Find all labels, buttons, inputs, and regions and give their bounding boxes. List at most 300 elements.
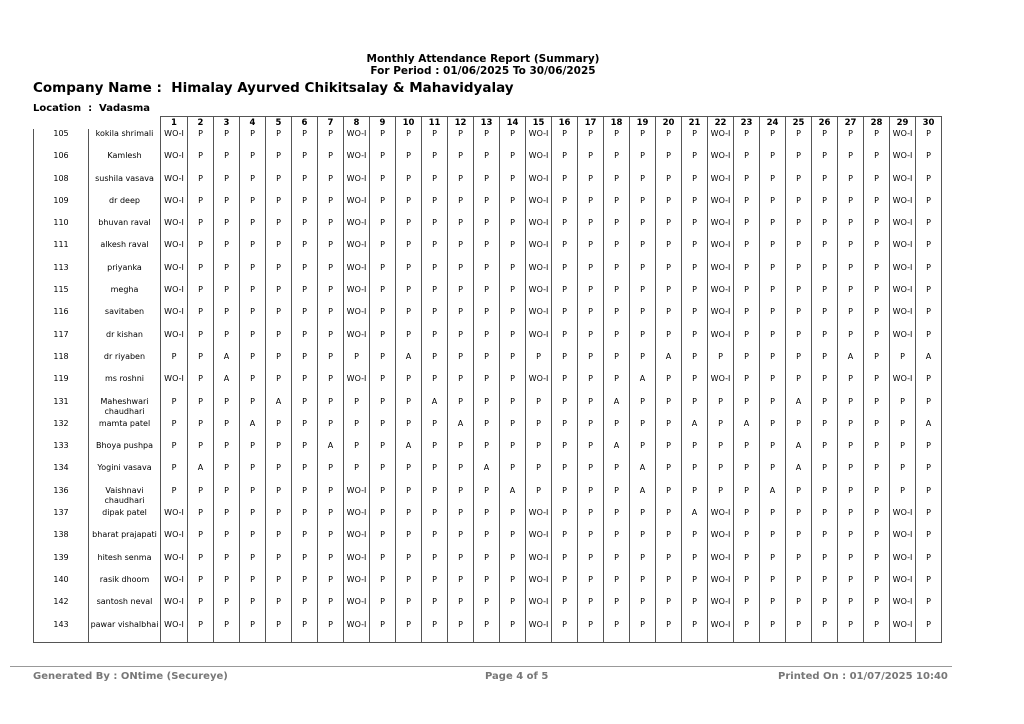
- attendance-cell: P: [578, 151, 604, 173]
- attendance-cell: WO-I: [526, 240, 552, 262]
- attendance-cell: P: [266, 285, 292, 307]
- attendance-cell: P: [734, 530, 760, 552]
- attendance-cell: P: [578, 620, 604, 643]
- attendance-cell: P: [786, 240, 812, 262]
- attendance-cell: P: [838, 240, 864, 262]
- table-body: [34, 129, 942, 642]
- attendance-cell: P: [214, 530, 240, 552]
- attendance-cell: P: [604, 151, 630, 173]
- attendance-cell: WO-I: [526, 218, 552, 240]
- attendance-cell: P: [916, 508, 942, 530]
- attendance-cell: P: [552, 620, 578, 643]
- attendance-cell: P: [682, 620, 708, 643]
- day-header: 14: [500, 117, 526, 130]
- attendance-cell: P: [396, 374, 422, 396]
- employee-id: 106: [34, 151, 89, 173]
- attendance-cell: P: [552, 196, 578, 218]
- attendance-cell: P: [656, 597, 682, 619]
- day-header: 19: [630, 117, 656, 130]
- attendance-cell: P: [266, 463, 292, 485]
- attendance-cell: P: [578, 463, 604, 485]
- attendance-cell: P: [734, 463, 760, 485]
- attendance-cell: P: [682, 553, 708, 575]
- day-header: 20: [656, 117, 682, 130]
- attendance-cell: P: [604, 508, 630, 530]
- attendance-cell: P: [422, 330, 448, 352]
- attendance-cell: P: [552, 285, 578, 307]
- employee-name: pawar vishalbhai: [89, 620, 161, 643]
- attendance-cell: P: [500, 419, 526, 441]
- attendance-cell: P: [318, 508, 344, 530]
- attendance-cell: P: [318, 196, 344, 218]
- attendance-cell: P: [266, 419, 292, 441]
- attendance-cell: P: [292, 374, 318, 396]
- attendance-cell: WO-I: [890, 174, 916, 196]
- attendance-cell: WO-I: [890, 129, 916, 151]
- attendance-cell: P: [630, 419, 656, 441]
- attendance-cell: P: [578, 419, 604, 441]
- attendance-cell: P: [864, 352, 890, 374]
- attendance-cell: A: [188, 463, 214, 485]
- attendance-cell: P: [656, 575, 682, 597]
- attendance-cell: P: [838, 553, 864, 575]
- attendance-cell: WO-I: [890, 307, 916, 329]
- attendance-cell: WO-I: [526, 263, 552, 285]
- attendance-cell: P: [656, 151, 682, 173]
- day-header: 2: [188, 117, 214, 130]
- attendance-cell: P: [786, 597, 812, 619]
- attendance-cell: P: [734, 263, 760, 285]
- attendance-cell: WO-I: [344, 553, 370, 575]
- day-header: 6: [292, 117, 318, 130]
- attendance-cell: P: [188, 151, 214, 173]
- attendance-cell: P: [630, 620, 656, 643]
- attendance-cell: WO-I: [161, 174, 188, 196]
- attendance-cell: P: [786, 218, 812, 240]
- attendance-cell: WO-I: [161, 129, 188, 151]
- attendance-cell: P: [292, 419, 318, 441]
- attendance-cell: P: [240, 374, 266, 396]
- attendance-cell: P: [916, 486, 942, 508]
- attendance-cell: P: [370, 151, 396, 173]
- attendance-cell: P: [448, 151, 474, 173]
- attendance-cell: P: [682, 597, 708, 619]
- attendance-cell: P: [240, 463, 266, 485]
- attendance-cell: WO-I: [708, 330, 734, 352]
- attendance-cell: P: [864, 597, 890, 619]
- attendance-cell: P: [630, 575, 656, 597]
- attendance-cell: WO-I: [344, 374, 370, 396]
- attendance-cell: P: [370, 397, 396, 419]
- employee-name: hitesh senma: [89, 553, 161, 575]
- attendance-cell: P: [630, 240, 656, 262]
- attendance-cell: WO-I: [890, 240, 916, 262]
- attendance-cell: P: [838, 486, 864, 508]
- attendance-cell: P: [656, 174, 682, 196]
- attendance-cell: P: [630, 597, 656, 619]
- attendance-cell: P: [474, 620, 500, 643]
- attendance-cell: P: [292, 218, 318, 240]
- employee-id: 110: [34, 218, 89, 240]
- attendance-cell: P: [734, 151, 760, 173]
- attendance-cell: P: [552, 263, 578, 285]
- employee-id: 133: [34, 441, 89, 463]
- attendance-cell: P: [370, 374, 396, 396]
- employee-name: dr riyaben: [89, 352, 161, 374]
- attendance-cell: P: [682, 129, 708, 151]
- attendance-cell: P: [916, 553, 942, 575]
- attendance-cell: P: [812, 151, 838, 173]
- table-row: [34, 218, 942, 240]
- attendance-cell: P: [240, 597, 266, 619]
- attendance-cell: P: [760, 397, 786, 419]
- attendance-cell: P: [188, 263, 214, 285]
- attendance-cell: P: [708, 419, 734, 441]
- attendance-cell: P: [656, 620, 682, 643]
- attendance-cell: A: [786, 397, 812, 419]
- employee-name: Yogini vasava: [89, 463, 161, 485]
- attendance-cell: WO-I: [161, 285, 188, 307]
- attendance-cell: P: [578, 530, 604, 552]
- employee-id: 139: [34, 553, 89, 575]
- attendance-cell: P: [838, 374, 864, 396]
- attendance-cell: P: [266, 263, 292, 285]
- attendance-cell: P: [266, 352, 292, 374]
- attendance-cell: P: [448, 174, 474, 196]
- attendance-cell: P: [422, 575, 448, 597]
- attendance-cell: WO-I: [890, 374, 916, 396]
- attendance-cell: P: [422, 174, 448, 196]
- attendance-cell: P: [760, 174, 786, 196]
- attendance-cell: WO-I: [708, 508, 734, 530]
- attendance-cell: P: [214, 240, 240, 262]
- attendance-cell: WO-I: [161, 196, 188, 218]
- attendance-cell: P: [318, 553, 344, 575]
- attendance-cell: P: [864, 263, 890, 285]
- attendance-cell: P: [786, 196, 812, 218]
- attendance-cell: P: [838, 174, 864, 196]
- attendance-cell: P: [292, 441, 318, 463]
- attendance-cell: P: [864, 486, 890, 508]
- attendance-cell: P: [708, 486, 734, 508]
- attendance-cell: P: [786, 129, 812, 151]
- attendance-cell: WO-I: [890, 575, 916, 597]
- day-header: 8: [344, 117, 370, 130]
- attendance-cell: P: [604, 129, 630, 151]
- attendance-cell: P: [474, 240, 500, 262]
- attendance-cell: P: [864, 530, 890, 552]
- attendance-cell: P: [422, 129, 448, 151]
- attendance-cell: A: [500, 486, 526, 508]
- attendance-cell: P: [370, 330, 396, 352]
- attendance-cell: WO-I: [526, 307, 552, 329]
- attendance-cell: P: [266, 486, 292, 508]
- table-row: [34, 285, 942, 307]
- attendance-cell: P: [682, 463, 708, 485]
- attendance-cell: A: [474, 463, 500, 485]
- attendance-cell: P: [500, 330, 526, 352]
- attendance-cell: P: [188, 530, 214, 552]
- attendance-cell: P: [552, 553, 578, 575]
- employee-name: santosh neval: [89, 597, 161, 619]
- attendance-cell: P: [786, 553, 812, 575]
- attendance-cell: P: [240, 575, 266, 597]
- generated-by: Generated By : ONtime (Secureye): [33, 671, 228, 682]
- attendance-cell: P: [292, 397, 318, 419]
- attendance-cell: P: [422, 352, 448, 374]
- employee-name: dr kishan: [89, 330, 161, 352]
- attendance-cell: P: [760, 263, 786, 285]
- attendance-cell: WO-I: [344, 486, 370, 508]
- attendance-cell: P: [604, 463, 630, 485]
- attendance-cell: P: [656, 486, 682, 508]
- attendance-cell: P: [370, 597, 396, 619]
- attendance-cell: WO-I: [526, 620, 552, 643]
- attendance-cell: P: [188, 374, 214, 396]
- attendance-cell: P: [500, 463, 526, 485]
- attendance-cell: P: [500, 285, 526, 307]
- table-header-row: [34, 117, 942, 130]
- attendance-cell: WO-I: [890, 620, 916, 643]
- attendance-cell: P: [370, 218, 396, 240]
- attendance-cell: P: [578, 174, 604, 196]
- attendance-cell: P: [682, 575, 708, 597]
- employee-name: alkesh raval: [89, 240, 161, 262]
- attendance-cell: P: [630, 129, 656, 151]
- attendance-cell: P: [630, 218, 656, 240]
- attendance-cell: P: [318, 374, 344, 396]
- attendance-cell: P: [812, 218, 838, 240]
- attendance-cell: P: [266, 174, 292, 196]
- attendance-cell: P: [552, 463, 578, 485]
- attendance-cell: P: [188, 129, 214, 151]
- attendance-cell: P: [786, 263, 812, 285]
- attendance-cell: P: [786, 620, 812, 643]
- table-row: [34, 352, 942, 374]
- attendance-cell: P: [318, 174, 344, 196]
- attendance-cell: P: [604, 419, 630, 441]
- attendance-cell: P: [604, 240, 630, 262]
- attendance-cell: P: [786, 151, 812, 173]
- attendance-cell: P: [292, 553, 318, 575]
- day-header: 9: [370, 117, 396, 130]
- attendance-cell: P: [214, 597, 240, 619]
- attendance-cell: P: [604, 196, 630, 218]
- attendance-cell: P: [734, 508, 760, 530]
- attendance-cell: P: [370, 441, 396, 463]
- attendance-cell: P: [578, 486, 604, 508]
- day-header: 29: [890, 117, 916, 130]
- attendance-cell: P: [656, 530, 682, 552]
- attendance-cell: P: [656, 285, 682, 307]
- attendance-cell: P: [214, 508, 240, 530]
- attendance-cell: P: [214, 285, 240, 307]
- attendance-cell: P: [916, 129, 942, 151]
- employee-name: Bhoya pushpa: [89, 441, 161, 463]
- table-row: [34, 441, 942, 463]
- attendance-cell: P: [604, 374, 630, 396]
- table-row: [34, 597, 942, 619]
- attendance-cell: P: [370, 285, 396, 307]
- attendance-cell: P: [916, 575, 942, 597]
- attendance-cell: WO-I: [526, 575, 552, 597]
- attendance-cell: P: [448, 508, 474, 530]
- attendance-cell: P: [448, 553, 474, 575]
- attendance-cell: WO-I: [526, 129, 552, 151]
- attendance-cell: P: [396, 486, 422, 508]
- attendance-cell: P: [890, 397, 916, 419]
- attendance-cell: P: [656, 263, 682, 285]
- attendance-cell: P: [292, 620, 318, 643]
- attendance-cell: WO-I: [890, 218, 916, 240]
- attendance-cell: P: [214, 620, 240, 643]
- attendance-cell: P: [552, 151, 578, 173]
- day-header: 27: [838, 117, 864, 130]
- attendance-cell: P: [734, 307, 760, 329]
- attendance-cell: P: [682, 285, 708, 307]
- attendance-cell: P: [526, 352, 552, 374]
- attendance-cell: P: [500, 196, 526, 218]
- employee-name: bharat prajapati: [89, 530, 161, 552]
- day-header: 24: [760, 117, 786, 130]
- attendance-cell: P: [864, 218, 890, 240]
- attendance-cell: P: [500, 508, 526, 530]
- attendance-cell: P: [266, 218, 292, 240]
- attendance-cell: P: [578, 196, 604, 218]
- attendance-cell: P: [474, 263, 500, 285]
- attendance-cell: WO-I: [708, 285, 734, 307]
- table-row: [34, 620, 942, 643]
- attendance-cell: P: [240, 397, 266, 419]
- employee-name: kokila shrimali: [89, 129, 161, 151]
- attendance-cell: P: [552, 597, 578, 619]
- attendance-cell: P: [370, 508, 396, 530]
- attendance-cell: WO-I: [708, 620, 734, 643]
- attendance-cell: P: [500, 597, 526, 619]
- attendance-cell: P: [396, 307, 422, 329]
- attendance-cell: WO-I: [344, 597, 370, 619]
- attendance-cell: P: [448, 352, 474, 374]
- attendance-cell: P: [812, 463, 838, 485]
- attendance-cell: P: [630, 330, 656, 352]
- attendance-cell: P: [578, 218, 604, 240]
- attendance-cell: P: [422, 486, 448, 508]
- attendance-cell: WO-I: [161, 374, 188, 396]
- attendance-cell: P: [864, 441, 890, 463]
- attendance-cell: P: [474, 597, 500, 619]
- attendance-cell: P: [318, 575, 344, 597]
- attendance-cell: WO-I: [161, 240, 188, 262]
- attendance-cell: P: [370, 263, 396, 285]
- attendance-cell: P: [344, 419, 370, 441]
- attendance-cell: P: [370, 575, 396, 597]
- attendance-cell: P: [422, 441, 448, 463]
- attendance-cell: P: [448, 530, 474, 552]
- attendance-cell: P: [318, 620, 344, 643]
- attendance-cell: WO-I: [526, 285, 552, 307]
- attendance-cell: P: [760, 463, 786, 485]
- attendance-cell: P: [786, 330, 812, 352]
- attendance-cell: P: [188, 441, 214, 463]
- attendance-cell: P: [552, 174, 578, 196]
- attendance-cell: P: [474, 397, 500, 419]
- employee-id: 108: [34, 174, 89, 196]
- attendance-cell: WO-I: [708, 240, 734, 262]
- attendance-cell: P: [734, 285, 760, 307]
- attendance-cell: P: [864, 151, 890, 173]
- attendance-cell: P: [396, 285, 422, 307]
- attendance-cell: P: [396, 575, 422, 597]
- attendance-cell: P: [838, 575, 864, 597]
- attendance-cell: P: [786, 530, 812, 552]
- day-header: 1: [161, 117, 188, 130]
- employee-id: 132: [34, 419, 89, 441]
- attendance-cell: P: [422, 374, 448, 396]
- location-line: [33, 103, 150, 114]
- attendance-cell: A: [630, 486, 656, 508]
- attendance-cell: P: [318, 397, 344, 419]
- attendance-cell: P: [448, 263, 474, 285]
- attendance-cell: P: [396, 530, 422, 552]
- attendance-cell: P: [214, 129, 240, 151]
- attendance-cell: P: [188, 575, 214, 597]
- attendance-cell: P: [240, 129, 266, 151]
- attendance-cell: P: [266, 196, 292, 218]
- employee-id: 136: [34, 486, 89, 508]
- attendance-cell: P: [292, 330, 318, 352]
- attendance-cell: WO-I: [890, 530, 916, 552]
- day-header: 26: [812, 117, 838, 130]
- attendance-cell: A: [604, 441, 630, 463]
- employee-id: 131: [34, 397, 89, 419]
- attendance-cell: P: [812, 330, 838, 352]
- attendance-cell: WO-I: [344, 174, 370, 196]
- attendance-cell: P: [604, 285, 630, 307]
- attendance-cell: P: [838, 196, 864, 218]
- attendance-cell: P: [604, 575, 630, 597]
- attendance-cell: WO-I: [708, 530, 734, 552]
- attendance-cell: P: [812, 553, 838, 575]
- attendance-cell: P: [656, 218, 682, 240]
- attendance-cell: P: [318, 240, 344, 262]
- attendance-cell: P: [422, 419, 448, 441]
- attendance-cell: P: [630, 508, 656, 530]
- attendance-cell: P: [318, 330, 344, 352]
- attendance-cell: P: [838, 441, 864, 463]
- day-header: 12: [448, 117, 474, 130]
- attendance-cell: P: [604, 530, 630, 552]
- attendance-cell: P: [578, 397, 604, 419]
- attendance-cell: P: [526, 441, 552, 463]
- day-header: 11: [422, 117, 448, 130]
- attendance-cell: WO-I: [526, 196, 552, 218]
- attendance-cell: P: [448, 486, 474, 508]
- attendance-cell: P: [760, 129, 786, 151]
- attendance-cell: P: [292, 151, 318, 173]
- attendance-cell: P: [812, 620, 838, 643]
- attendance-cell: P: [422, 307, 448, 329]
- attendance-cell: P: [188, 486, 214, 508]
- attendance-cell: P: [552, 352, 578, 374]
- attendance-cell: WO-I: [161, 553, 188, 575]
- attendance-cell: P: [292, 463, 318, 485]
- employee-name: dr deep: [89, 196, 161, 218]
- attendance-cell: P: [396, 129, 422, 151]
- attendance-cell: P: [630, 196, 656, 218]
- attendance-cell: WO-I: [526, 374, 552, 396]
- attendance-cell: P: [552, 307, 578, 329]
- attendance-cell: A: [760, 486, 786, 508]
